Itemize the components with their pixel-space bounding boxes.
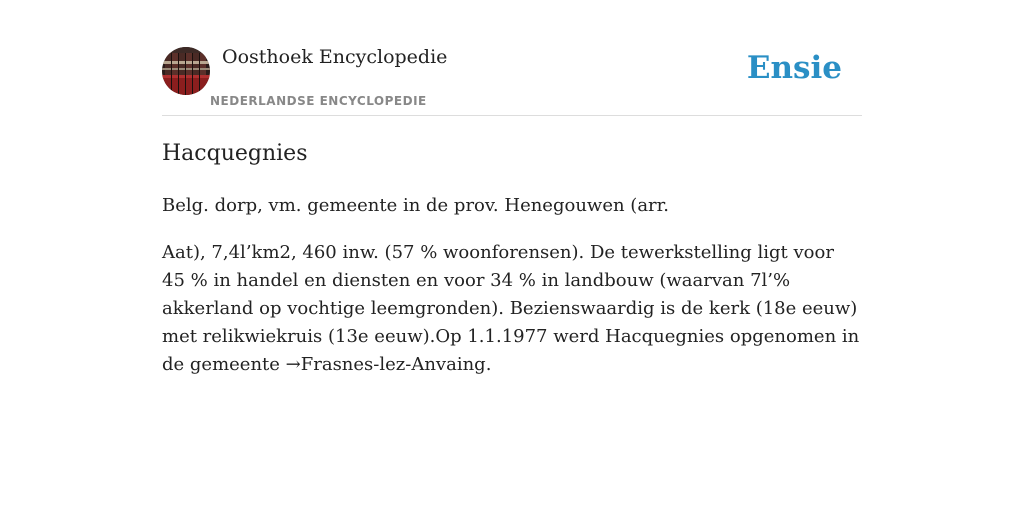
ensie-logo-link[interactable]: Ensie [746, 50, 842, 86]
encyclopedia-books-icon[interactable] [162, 47, 210, 95]
site-subtitle: NEDERLANDSE ENCYCLOPEDIE [210, 94, 427, 108]
entry-paragraph-1: Belg. dorp, vm. gemeente in de prov. Henegouwen (arr. [162, 195, 669, 216]
entry-paragraph-2-text: Aat), 7,4l’km2, 460 inw. (57 % woonforensen). De tewerkstelling ligt voor 45 % in handel en diensten en voor 34 % in landbouw (waarvan 7l’% akkerland op vochtige leemgronden). Bezienswaardig is de kerk (18e eeuw) met relikwiekruis (13e eeuw).Op 1.1.1977 werd Hacquegnies opgenomen in de gemeente [162, 242, 860, 375]
entry-title: Hacquegnies [162, 141, 308, 166]
entry-content [162, 138, 862, 379]
cross-reference-link[interactable]: →Frasnes-lez-Anvaing [285, 354, 486, 375]
entry-paragraph-2 [162, 239, 862, 379]
entry-paragraph-2-end: . [485, 354, 492, 375]
site-title[interactable]: Oosthoek Encyclopedie [222, 46, 448, 68]
site-header [162, 40, 862, 116]
